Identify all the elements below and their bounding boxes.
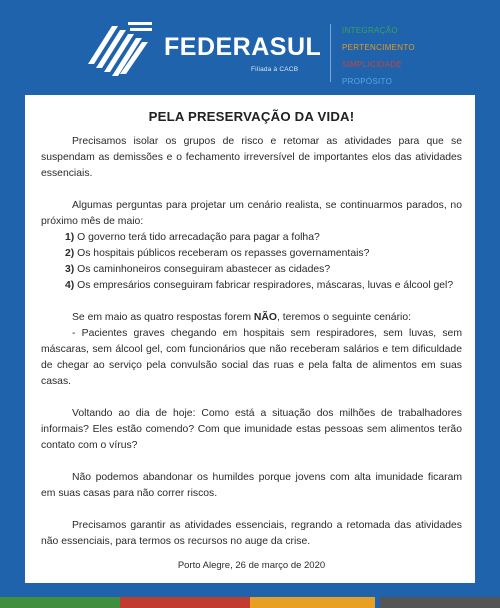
stripe-green <box>0 597 120 608</box>
paragraph-2: Algumas perguntas para projetar um cenário realista, se continuarmos parados, no próximo mês de maio: <box>41 200 462 227</box>
value-integracao: INTEGRAÇÃO <box>342 26 398 35</box>
paragraph-3: Se em maio as quatro respostas forem NÃO, teremos o seguinte cenário: <box>72 312 412 323</box>
paragraph-4: Voltando ao dia de hoje: Como está a situação dos milhões de trabalhadores informais? Eles estão comendo? Com que imunidade estas pessoas sem alimentos terão contato com o vírus? <box>41 408 462 451</box>
header <box>0 0 500 95</box>
value-simplicidade: SIMPLICIDADE <box>342 60 403 69</box>
questions-list <box>41 230 462 294</box>
stripe-orange <box>250 597 375 608</box>
document-card <box>25 95 475 583</box>
paragraph-3-detail: - Pacientes graves chegando em hospitais sem respiradores, sem luvas, sem máscaras, sem álcool gel, com funcionários que não receberam salários e tem dificuldade de chegar ao serviço pela convulsão social das ruas e pela falta de alimentos em suas casas. <box>41 328 462 387</box>
stripe-gray <box>380 597 500 608</box>
emphasis-nao: NÃO <box>253 312 278 323</box>
federasul-logo-icon <box>84 20 156 78</box>
paragraph-6: Precisamos garantir as atividades essenciais, regrando a retomada das atividades não essenciais, para termos os recursos no auge da crise. <box>41 520 462 547</box>
color-stripes <box>0 597 500 608</box>
header-divider <box>330 24 331 82</box>
value-pertencimento: PERTENCIMENTO <box>342 43 415 52</box>
brand-name: FEDERASUL <box>164 33 322 61</box>
tagline: Filiada à CACB <box>251 66 299 73</box>
paragraph-1: Precisamos isolar os grupos de risco e retomar as atividades para que se suspendam as demissões e o fechamento irreversível de importantes elos das atividades essenciais. <box>41 136 462 179</box>
list-item: 4) Os empresários conseguiram fabricar respiradores, máscaras, luvas e álcool gel? <box>65 280 454 291</box>
document-title: PELA PRESERVAÇÃO DA VIDA! <box>148 109 355 124</box>
list-item: 3) Os caminhoneiros conseguiram abastecer as cidades? <box>65 264 331 275</box>
list-item: 1) O governo terá tido arrecadação para pagar a folha? <box>65 232 320 243</box>
value-proposito: PROPÓSITO <box>342 77 393 86</box>
stripe-red <box>120 597 250 608</box>
list-item: 2) Os hospitais públicos receberam os repasses governamentais? <box>65 248 370 259</box>
values-list <box>342 22 415 90</box>
paragraph-5: Não podemos abandonar os humildes porque jovens com alta imunidade ficaram em suas casas para não correr riscos. <box>41 472 462 499</box>
document-date: Porto Alegre, 26 de março de 2020 <box>177 560 326 571</box>
